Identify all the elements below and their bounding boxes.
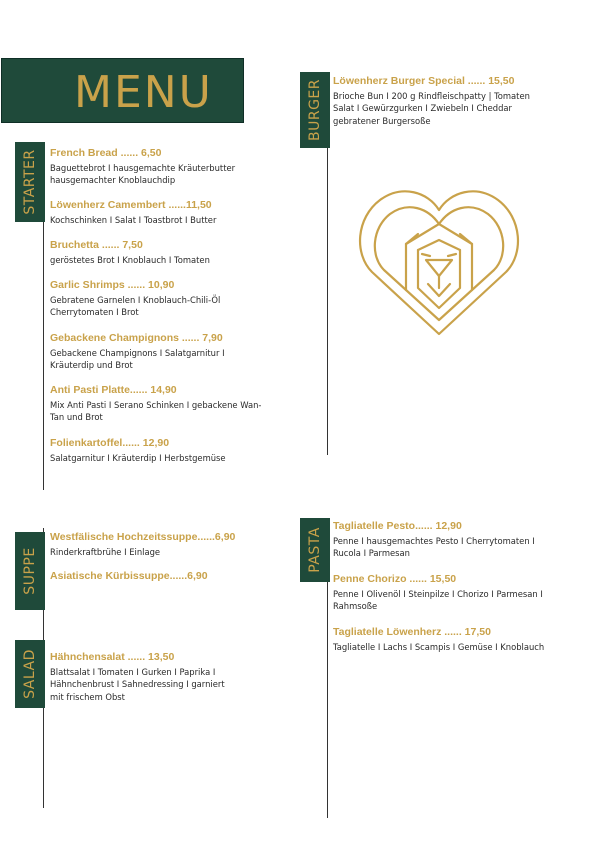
section-tag-pasta (300, 518, 330, 582)
desc-line: Brioche Bun I 200 g Rindfleischpatty | Tomaten (333, 91, 530, 101)
item-title: Garlic Shrimps ...... 10,90 (50, 279, 175, 291)
menu-item (50, 238, 210, 266)
menu-banner (1, 58, 244, 123)
item-title: Löwenherz Burger Special ...... 15,50 (333, 75, 515, 87)
item-title: Löwenherz Camembert ......11,50 (50, 199, 212, 211)
menu-item (333, 519, 535, 560)
desc-line: Tagliatelle I Lachs I Scampis I Gemüse I Knoblauch (333, 642, 545, 652)
menu-item (50, 569, 208, 583)
desc-line: Blattsalat I Tomaten I Gurken I Paprika I (50, 667, 216, 677)
menu-item (50, 530, 235, 558)
desc-line: Baguettebrot I hausgemachte Kräuterbutter (50, 163, 236, 173)
page-title: MENU (74, 67, 213, 118)
section-tag-salad (15, 640, 45, 708)
desc-line: Rinderkraftbrühe I Einlage (50, 547, 161, 557)
lion-heart-logo-icon (358, 184, 520, 336)
desc-line: Kräuterdip und Brot (50, 360, 133, 371)
item-desc (50, 254, 210, 266)
item-title: Asiatische Kürbissuppe......6,90 (50, 570, 208, 582)
menu-item (50, 331, 225, 372)
desc-line: Mix Anti Pasti I Serano Schinken I gebackene Wan- (50, 400, 262, 410)
item-title: Westfälische Hochzeitssuppe......6,90 (50, 531, 236, 543)
section-tag-starter (15, 142, 45, 222)
item-desc (50, 546, 235, 558)
item-title: Hähnchensalat ...... 13,50 (50, 651, 175, 663)
item-desc (50, 666, 225, 703)
item-desc (50, 399, 261, 424)
desc-line: Rucola I Parmesan (333, 548, 410, 559)
item-desc (50, 294, 220, 319)
desc-line: Tan und Brot (50, 412, 103, 423)
section-label-pasta: PASTA (307, 527, 323, 573)
menu-item (50, 650, 225, 703)
item-title: Penne Chorizo ...... 15,50 (333, 573, 457, 585)
section-label-starter: STARTER (22, 149, 38, 215)
item-title: Folienkartoffel...... 12,90 (50, 437, 170, 449)
desc-line: gebratener Burgersoße (333, 115, 431, 126)
menu-item (333, 572, 543, 613)
item-desc (333, 641, 544, 653)
desc-line: Hähnchenbrust I Sahnedressing I garniert (50, 679, 225, 690)
menu-item (50, 436, 226, 464)
item-desc (50, 162, 235, 187)
desc-line: mit frischem Obst (50, 691, 125, 702)
desc-line: Salatgarnitur I Kräuterdip I Herbstgemüse (50, 453, 226, 463)
item-title: Bruchetta ...... 7,50 (50, 239, 143, 251)
menu-item (50, 198, 216, 226)
item-title: Anti Pasti Platte...... 14,90 (50, 384, 177, 396)
menu-item (50, 278, 220, 319)
item-desc (333, 588, 543, 613)
item-title: French Bread ...... 6,50 (50, 147, 162, 159)
section-label-suppe: SUPPE (22, 547, 38, 595)
desc-line: Salat I Gewürzgurken I Zwiebeln I Cheddar (333, 103, 512, 114)
section-label-salad: SALAD (22, 649, 38, 699)
section-tag-suppe (15, 532, 45, 610)
desc-line: geröstetes Brot I Knoblauch I Tomaten (50, 255, 210, 265)
desc-line: Penne I Olivenöl I Steinpilze I Chorizo I Parmesan I (333, 589, 543, 599)
section-label-burger: BURGER (307, 78, 323, 142)
desc-line: Penne I hausgemachtes Pesto I Cherrytomaten I (333, 536, 535, 546)
desc-line: Kochschinken I Salat I Toastbrot I Butter (50, 215, 217, 225)
section-tag-burger (300, 72, 330, 148)
item-desc (50, 452, 226, 464)
menu-item (50, 146, 235, 187)
desc-line: Cherrytomaten I Brot (50, 307, 139, 318)
item-title: Tagliatelle Pesto...... 12,90 (333, 520, 462, 532)
item-desc (333, 535, 535, 560)
desc-line: hausgemachter Knoblauchdip (50, 175, 176, 186)
item-title: Gebackene Champignons ...... 7,90 (50, 332, 223, 344)
item-title: Tagliatelle Löwenherz ...... 17,50 (333, 626, 491, 638)
item-desc (333, 90, 530, 127)
menu-item (50, 383, 261, 424)
item-desc (50, 347, 225, 372)
item-desc (50, 214, 216, 226)
menu-item (333, 74, 530, 127)
desc-line: Gebackene Champignons I Salatgarnitur I (50, 348, 225, 358)
desc-line: Gebratene Garnelen I Knoblauch-Chili-Öl (50, 295, 221, 305)
desc-line: Rahmsoße (333, 601, 378, 612)
menu-item (333, 625, 544, 653)
